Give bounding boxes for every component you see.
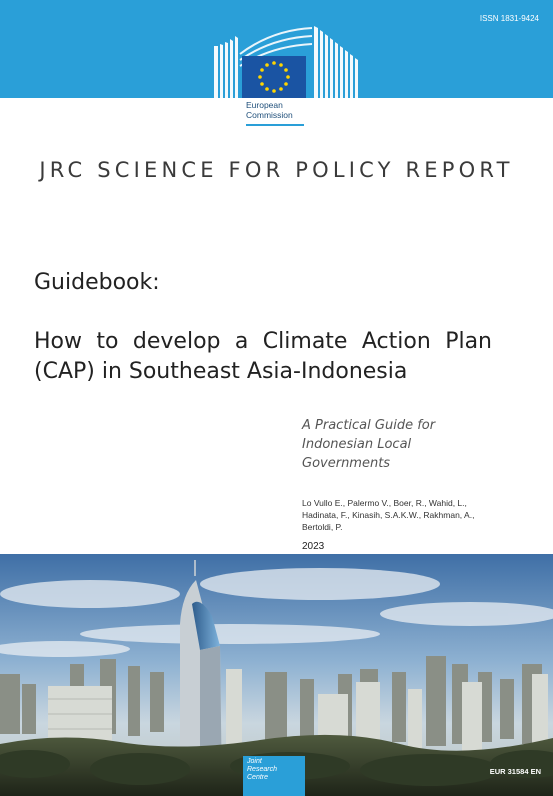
- series-title: JRC SCIENCE FOR POLICY REPORT: [39, 158, 514, 182]
- logo-line-1: European: [246, 100, 283, 110]
- publication-year: 2023: [302, 541, 325, 552]
- eur-number: EUR 31584 EN: [489, 767, 541, 776]
- jrc-line-3: Centre: [247, 774, 269, 781]
- document-subtitle: A Practical Guide for Indonesian Local Governments: [302, 418, 436, 471]
- document-title: How to develop a Climate Action Plan (CAP) in Southeast Asia-Indonesia: [34, 329, 492, 384]
- issn-number: ISSN 1831-9424: [479, 14, 539, 23]
- european-commission-label: [246, 100, 293, 120]
- authors-list: Lo Vullo E., Palermo V., Boer, R., Wahid, L., Hadinata, F., Kinasih, S.A.K.W., Rakhman, A., Bertoldi, P.: [302, 498, 475, 532]
- jrc-line-1: Joint: [247, 758, 262, 765]
- jrc-line-2: Research: [247, 766, 277, 773]
- jrc-logo: [243, 756, 305, 796]
- logo-line-2: Commission: [246, 110, 293, 120]
- logo-underline: [246, 124, 304, 126]
- document-type-label: Guidebook:: [34, 270, 160, 295]
